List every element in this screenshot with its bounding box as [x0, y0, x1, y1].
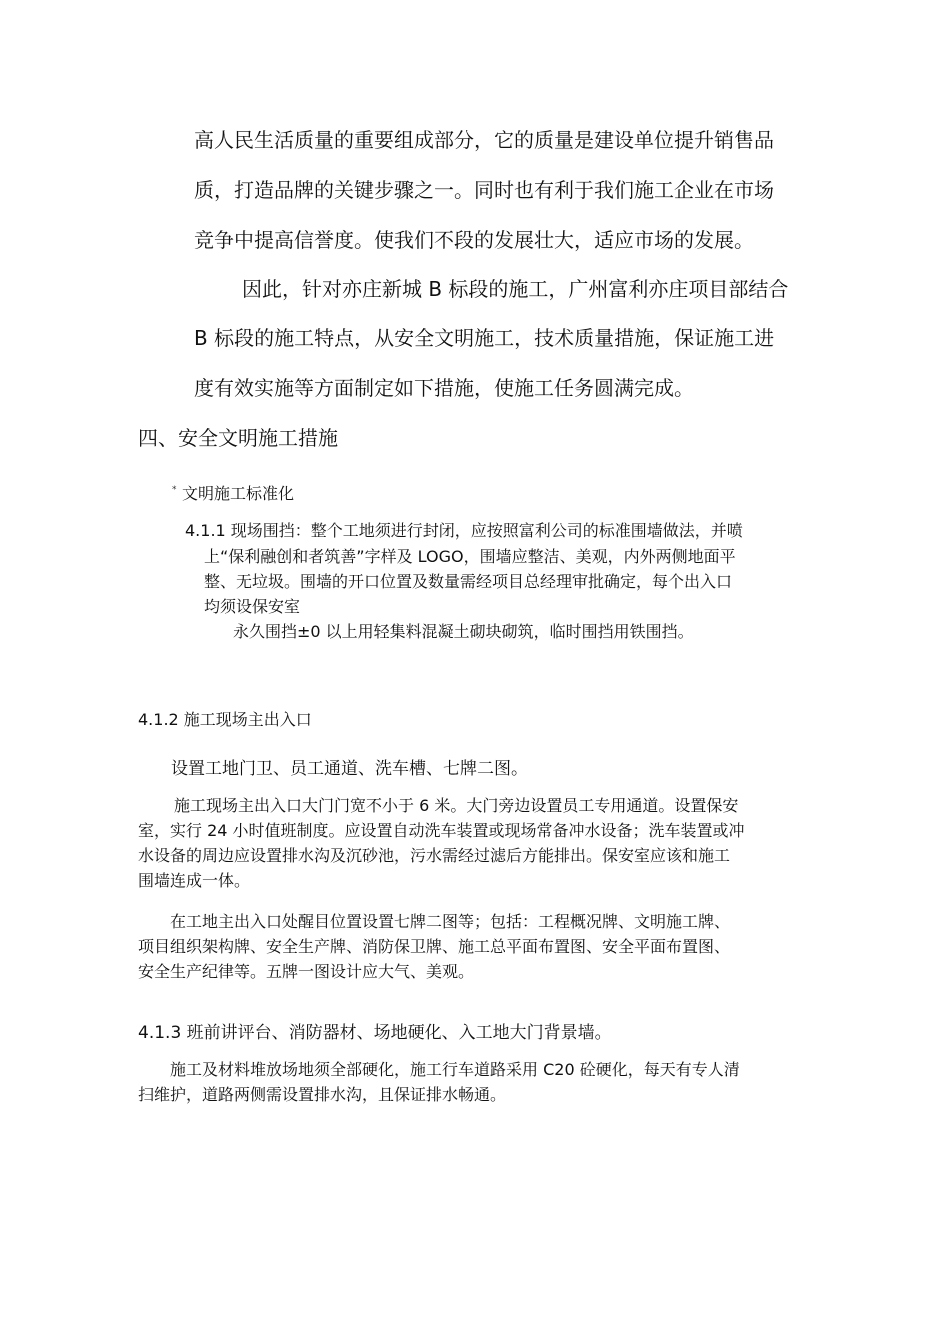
- intro-line: B 标段的施工特点，从安全文明施工，技术质量措施，保证施工进: [194, 326, 775, 350]
- s412-para1-line: 施工现场主出入口大门门宽不小于 6 米。大门旁边设置员工专用通道。设置保安: [174, 796, 739, 815]
- intro-line: 度有效实施等方面制定如下措施，使施工任务圆满完成。: [194, 376, 694, 400]
- s411-line: 整、无垃圾。围墙的开口位置及数量需经项目总经理审批确定，每个出入口: [204, 572, 733, 591]
- s412-summary: 设置工地门卫、员工通道、洗车槽、七牌二图。: [171, 759, 528, 779]
- s412-para1-line: 室，实行 24 小时值班制度。应设置自动洗车装置或现场常备冲水设备；洗车装置或冲: [138, 821, 745, 840]
- bullet-mark: *: [172, 485, 177, 495]
- s413-line: 扫维护，道路两侧需设置排水沟，且保证排水畅通。: [138, 1085, 507, 1104]
- s412-para1-line: 围墙连成一体。: [138, 871, 251, 890]
- intro-line: 竞争中提高信誉度。使我们不段的发展壮大，适应市场的发展。: [194, 228, 754, 252]
- s412-heading: 4.1.2 施工现场主出入口: [138, 710, 312, 729]
- s412-para2-line: 安全生产纪律等。五牌一图设计应大气、美观。: [138, 962, 475, 981]
- s412-para2-line: 项目组织架构牌、安全生产牌、消防保卫牌、施工总平面布置图、安全平面布置图、: [138, 937, 731, 956]
- s412-para2-line: 在工地主出入口处醒目位置设置七牌二图等；包括：工程概况牌、文明施工牌、: [170, 912, 731, 931]
- sub-heading: 文明施工标准化: [182, 484, 295, 503]
- s411-line: 均须设保安室: [204, 597, 301, 616]
- intro-line: 高人民生活质量的重要组成部分，它的质量是建设单位提升销售品: [194, 128, 774, 152]
- section-heading: 四、安全文明施工措施: [138, 426, 338, 450]
- intro-line: 因此，针对亦庄新城 B 标段的施工，广州富利亦庄项目部结合: [242, 277, 789, 301]
- s413-heading: 4.1.3 班前讲评台、消防器材、场地硬化、入工地大门背景墙。: [138, 1023, 612, 1043]
- s411-line: 永久围挡±0 以上用轻集料混凝土砌块砌筑，临时围挡用铁围挡。: [233, 622, 694, 641]
- intro-line: 质，打造品牌的关键步骤之一。同时也有利于我们施工企业在市场: [194, 178, 774, 202]
- s411-line: 4.1.1 现场围挡：整个工地须进行封闭，应按照富利公司的标准围墙做法，并喷: [185, 521, 743, 540]
- s411-line: 上“保利融创和者筑善”字样及 LOGO，围墙应整洁、美观，内外两侧地面平: [204, 547, 736, 566]
- s412-para1-line: 水设备的周边应设置排水沟及沉砂池，污水需经过滤后方能排出。保安室应该和施工: [138, 846, 731, 865]
- s413-line: 施工及材料堆放场地须全部硬化，施工行车道路采用 C20 砼硬化，每天有专人清: [170, 1060, 740, 1079]
